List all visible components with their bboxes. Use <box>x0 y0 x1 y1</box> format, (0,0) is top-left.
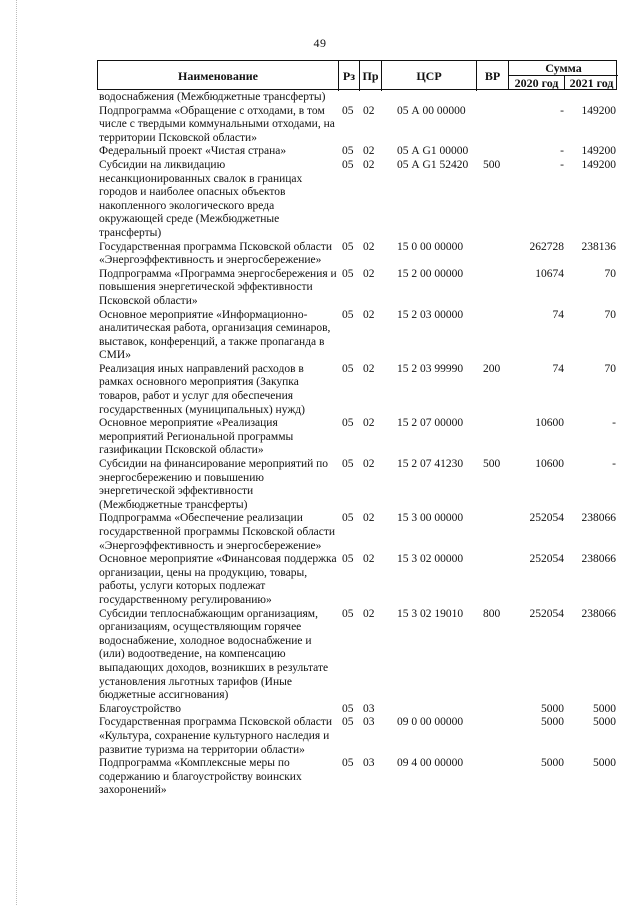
row-csr: 15 2 07 41230 <box>397 458 464 471</box>
row-rz: 05 <box>342 104 354 117</box>
row-rz: 05 <box>342 607 354 620</box>
row-csr: 15 3 02 00000 <box>397 553 464 566</box>
table-row <box>99 159 619 241</box>
row-sum-2021: 149200 <box>581 104 616 117</box>
table-row <box>99 363 619 417</box>
row-csr: 15 2 00 00000 <box>397 267 464 280</box>
table-row <box>99 458 619 512</box>
row-csr: 15 3 02 19010 <box>397 607 464 620</box>
row-pr: 02 <box>363 458 375 471</box>
row-name: Федеральный проект «Чистая страна» <box>99 145 287 158</box>
row-pr: 02 <box>363 308 375 321</box>
row-pr: 02 <box>363 553 375 566</box>
row-sum-2021: - <box>612 417 616 430</box>
row-rz: 05 <box>342 458 354 471</box>
row-csr: 05 А G1 52420 <box>397 158 469 171</box>
row-sum-2020: 74 <box>552 308 564 321</box>
table-row <box>99 241 619 268</box>
row-name: Субсидии на ликвидацию несанкционированных свалок в границах городов и наиболее опасных объектов накопленного экологического вреда окружающей среде (Межбюджетные трансферты) <box>99 158 303 239</box>
row-sum-2020: 262728 <box>529 240 564 253</box>
header-pr: Пр <box>359 61 381 91</box>
row-pr: 02 <box>363 362 375 375</box>
row-pr: 02 <box>363 267 375 280</box>
row-vr: 200 <box>483 362 501 375</box>
row-sum-2021: - <box>612 458 616 471</box>
row-pr: 02 <box>363 240 375 253</box>
row-sum-2021: 5000 <box>593 757 616 770</box>
row-name: Реализация иных направлений расходов в рамках основного мероприятия (Закупка товаров, работ и услуг для обеспечения государственных (муниципальных) нужд) <box>99 362 305 416</box>
row-sum-2020: 5000 <box>541 757 564 770</box>
row-name: Благоустройство <box>99 702 181 715</box>
row-pr: 03 <box>363 702 375 715</box>
table-row <box>99 309 619 363</box>
row-rz: 05 <box>342 308 354 321</box>
row-name: Основное мероприятие «Финансовая поддержка организации, цены на продукцию, товары, работы, услуги которых подлежат государственному регулированию» <box>99 553 337 606</box>
row-sum-2021: 70 <box>604 267 616 280</box>
header-year-2021: 2021 год <box>564 76 618 90</box>
scan-margin-line <box>16 0 18 905</box>
row-sum-2020: - <box>560 104 564 117</box>
header-sum: Сумма <box>508 61 618 76</box>
table-row <box>99 268 619 309</box>
row-csr: 09 4 00 00000 <box>397 757 464 770</box>
row-rz: 05 <box>342 716 354 729</box>
row-vr: 500 <box>483 158 501 171</box>
row-csr: 15 2 03 00000 <box>397 308 464 321</box>
row-rz: 05 <box>342 267 354 280</box>
row-name: Основное мероприятие «Информационно-аналитическая работа, организация семинаров, выставок, конференций, а также пропаганда в СМИ» <box>99 308 331 362</box>
row-pr: 02 <box>363 607 375 620</box>
table-row <box>99 553 619 607</box>
row-name: Подпрограмма «Обеспечение реализации государственной программы Псковской области «Энергоэффективность и энергосбережение» <box>99 512 336 552</box>
row-sum-2021: 238066 <box>581 512 616 525</box>
row-sum-2020: 10674 <box>535 267 564 280</box>
row-sum-2021: 238136 <box>581 240 616 253</box>
row-vr: 500 <box>483 458 501 471</box>
row-rz: 05 <box>342 417 354 430</box>
row-csr: 05 А 00 00000 <box>397 104 466 117</box>
row-sum-2021: 5000 <box>593 702 616 715</box>
table-header <box>97 60 617 90</box>
row-pr: 03 <box>363 757 375 770</box>
row-sum-2021: 70 <box>604 362 616 375</box>
row-sum-2020: - <box>560 158 564 171</box>
row-sum-2020: 5000 <box>541 702 564 715</box>
row-name: Подпрограмма «Комплексные меры по содержанию и благоустройству воинских захоронений» <box>99 757 302 797</box>
row-sum-2021: 70 <box>604 308 616 321</box>
header-vr: ВР <box>476 61 508 91</box>
row-csr: 05 А G1 00000 <box>397 145 469 158</box>
row-sum-2021: 149200 <box>581 158 616 171</box>
table-body <box>99 91 619 798</box>
table-row <box>99 608 619 703</box>
row-name: Подпрограмма «Программа энергосбережения и повышения энергетической эффективности Псковской области» <box>99 267 337 307</box>
row-name: Основное мероприятие «Реализация мероприятий Региональной программы газификации Псковской области» <box>99 417 294 457</box>
row-name: Субсидии на финансирование мероприятий по энергосбережению и повышению энергетической эффективности (Межбюджетные трансферты) <box>99 458 329 511</box>
row-csr: 15 2 07 00000 <box>397 417 464 430</box>
row-sum-2021: 238066 <box>581 607 616 620</box>
row-rz: 05 <box>342 362 354 375</box>
row-rz: 05 <box>342 553 354 566</box>
row-sum-2020: 74 <box>552 362 564 375</box>
table-row <box>99 91 619 105</box>
row-name: Субсидии теплоснабжающим организациям, организациям, осуществляющим горячее водоснабжение, холодное водоснабжение и (или) водоотведение, на компенсацию выпадающих доходов, возникших в результате установления льготных тарифов (Иные бюджетные ассигнования) <box>99 607 329 702</box>
row-name: Подпрограмма «Обращение с отходами, в том числе с твердыми коммунальными отходами, на территории Псковской области» <box>99 104 335 144</box>
row-rz: 05 <box>342 145 354 158</box>
table-row <box>99 512 619 553</box>
row-sum-2021: 149200 <box>581 145 616 158</box>
header-year-2020: 2020 год <box>508 76 564 90</box>
table-row <box>99 105 619 146</box>
row-rz: 05 <box>342 757 354 770</box>
row-sum-2020: 252054 <box>529 512 564 525</box>
row-vr: 800 <box>483 607 501 620</box>
table-row <box>99 145 619 159</box>
row-csr: 09 0 00 00000 <box>397 716 464 729</box>
row-sum-2020: 252054 <box>529 553 564 566</box>
row-rz: 05 <box>342 240 354 253</box>
table-row <box>99 716 619 757</box>
row-sum-2020: 252054 <box>529 607 564 620</box>
row-csr: 15 3 00 00000 <box>397 512 464 525</box>
row-pr: 02 <box>363 104 375 117</box>
page-number: 49 <box>313 36 327 50</box>
row-pr: 02 <box>363 145 375 158</box>
row-pr: 02 <box>363 512 375 525</box>
row-sum-2020: 5000 <box>541 716 564 729</box>
header-rz: Рз <box>338 61 359 91</box>
row-sum-2020: - <box>560 145 564 158</box>
row-csr: 15 2 03 99990 <box>397 362 464 375</box>
row-pr: 02 <box>363 158 375 171</box>
row-pr: 03 <box>363 716 375 729</box>
row-rz: 05 <box>342 702 354 715</box>
row-pr: 02 <box>363 417 375 430</box>
row-name: водоснабжения (Межбюджетные трансферты) <box>99 91 326 103</box>
row-name: Государственная программа Псковской области «Культура, сохранение культурного наследия и развитие туризма на территории области» <box>99 716 333 756</box>
row-sum-2020: 10600 <box>535 458 564 471</box>
header-csr: ЦСР <box>381 61 476 91</box>
table-row <box>99 703 619 717</box>
table-row <box>99 757 619 798</box>
header-name: Наименование <box>178 69 258 83</box>
table-row <box>99 417 619 458</box>
row-name: Государственная программа Псковской области «Энергоэффективность и энергосбережение» <box>99 240 333 267</box>
row-sum-2021: 238066 <box>581 553 616 566</box>
row-sum-2020: 10600 <box>535 417 564 430</box>
row-rz: 05 <box>342 158 354 171</box>
row-csr: 15 0 00 00000 <box>397 240 464 253</box>
row-rz: 05 <box>342 512 354 525</box>
row-sum-2021: 5000 <box>593 716 616 729</box>
